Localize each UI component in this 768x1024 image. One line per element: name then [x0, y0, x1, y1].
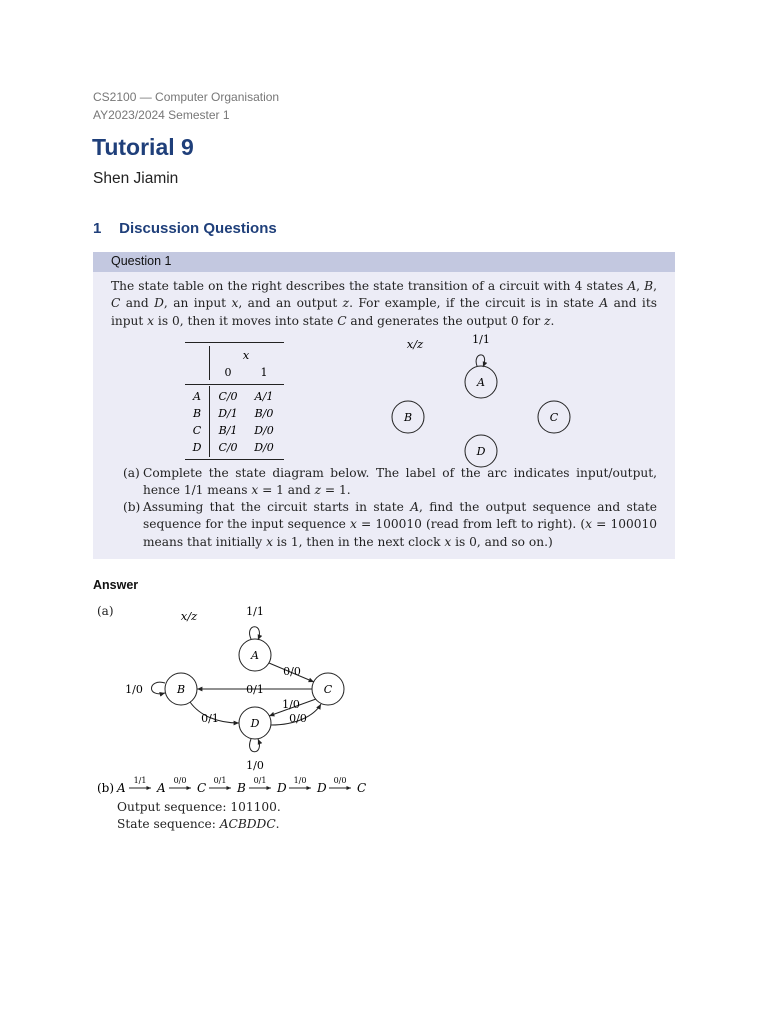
sequence-state: D	[277, 781, 287, 795]
row-state: A	[193, 390, 201, 403]
question-part-b	[123, 499, 657, 551]
state-label-a: A	[251, 649, 259, 662]
arc-label-b-to-d: 0/1	[201, 712, 219, 725]
state-label-c: C	[549, 411, 559, 424]
row-x1: A/1	[254, 390, 274, 403]
row-x0: C/0	[218, 390, 238, 403]
table-column-header: x	[242, 348, 250, 362]
transition-sequence	[97, 775, 367, 797]
self-loop-label-d: 1/0	[246, 759, 264, 772]
self-loop-a	[476, 355, 485, 367]
arc-label-a-to-c: 0/0	[283, 665, 301, 678]
self-loop-label-b: 1/0	[125, 683, 143, 696]
section-heading	[93, 220, 277, 237]
sequence-state: D	[317, 781, 327, 795]
arc-label-d-to-c: 0/0	[289, 712, 307, 725]
author: Shen Jiamin	[93, 170, 179, 187]
state-label-c: C	[323, 683, 333, 696]
diagram-legend: x/z	[406, 337, 424, 351]
question-state-diagram	[390, 328, 580, 470]
sequence-arc-label: 0/1	[253, 776, 267, 785]
part-label: (b)	[123, 500, 141, 514]
row-state: B	[192, 407, 202, 420]
row-x1: D/0	[254, 441, 274, 454]
part-label: (a)	[123, 466, 140, 480]
answer-diagram-legend: x/z	[180, 609, 198, 623]
section-title: Discussion Questions	[119, 220, 277, 237]
output-sequence: Output sequence: 101100.	[117, 800, 281, 814]
answer-state-diagram	[118, 598, 363, 774]
question-label: Question 1	[111, 254, 172, 268]
arc-label-c-to-d: 1/0	[282, 698, 300, 711]
course-title: CS2100 — Computer Organisation	[93, 90, 280, 104]
self-loop-b	[151, 682, 165, 694]
course-header	[93, 88, 279, 124]
self-loop-label-a: 1/1	[472, 333, 490, 346]
state-sequence-suffix: .	[275, 817, 280, 831]
table-input-0: 0	[224, 366, 232, 379]
section-number: 1	[93, 220, 102, 237]
part-text: Complete the state diagram below. The label of the arc indicates input/output, hence 1/1 means x = 1 and z = 1.	[143, 466, 657, 498]
question-part-a	[123, 465, 657, 500]
sequence-state: C	[357, 781, 367, 795]
sequence-state: B	[237, 781, 246, 795]
state-label-b: B	[403, 411, 413, 424]
self-loop-label-a: 1/1	[246, 605, 264, 618]
row-x1: B/0	[254, 407, 274, 420]
row-x1: D/0	[254, 424, 274, 437]
row-x0: B/1	[218, 424, 238, 437]
row-state: C	[192, 424, 202, 437]
sequence-group	[116, 776, 366, 795]
row-state: D	[192, 441, 202, 454]
state-label-d: D	[476, 445, 486, 458]
sequence-state: A	[117, 781, 126, 795]
page-title: Tutorial 9	[92, 134, 194, 160]
table-row	[192, 441, 274, 454]
sequence-arc-label: 0/0	[173, 776, 187, 785]
sequence-arc-label: 1/0	[293, 776, 307, 785]
self-loop-d	[250, 739, 260, 752]
sequence-state: A	[157, 781, 166, 795]
row-x0: C/0	[218, 441, 238, 454]
row-x0: D/1	[218, 407, 238, 420]
sequence-state: C	[197, 781, 207, 795]
state-table	[180, 338, 290, 464]
answer-part-b	[97, 775, 367, 800]
table-input-1: 1	[260, 366, 268, 379]
sequence-arc-label: 1/1	[133, 776, 147, 785]
table-row	[193, 424, 274, 437]
state-label-a: A	[477, 376, 485, 389]
self-loop-a	[250, 627, 260, 640]
sequence-arc-label: 0/0	[333, 776, 347, 785]
state-sequence	[117, 817, 280, 831]
state-sequence-value: ACBDDC	[219, 817, 276, 831]
state-label-b: B	[176, 683, 186, 696]
question-intro: The state table on the right describes the state transition of a circuit with 4 states A, B, C and D, an input x, and an output z. For example, if the circuit is in state A and its input x is 0, then it moves into state C and generates the output 0 for z.	[111, 279, 658, 328]
part-text: Assuming that the circuit starts in state A, find the output sequence and state sequence for the input sequence x = 100010 (read from left to right). (x = 100010 means that initially x is 1, then in the next clock x is 0, and so on.)	[143, 500, 657, 549]
state-sequence-prefix: State sequence:	[117, 817, 220, 831]
question-header	[93, 252, 675, 272]
arc-label-c-to-b: 0/1	[246, 683, 264, 696]
answer-heading: Answer	[93, 578, 139, 592]
table-row	[192, 390, 273, 403]
part-b-label: (b)	[97, 781, 115, 795]
sequence-arc-label: 0/1	[213, 776, 227, 785]
state-label-d: D	[250, 717, 260, 730]
table-row	[192, 407, 273, 420]
course-term: AY2023/2024 Semester 1	[93, 108, 230, 122]
answer-part-a-label: (a)	[97, 604, 114, 618]
